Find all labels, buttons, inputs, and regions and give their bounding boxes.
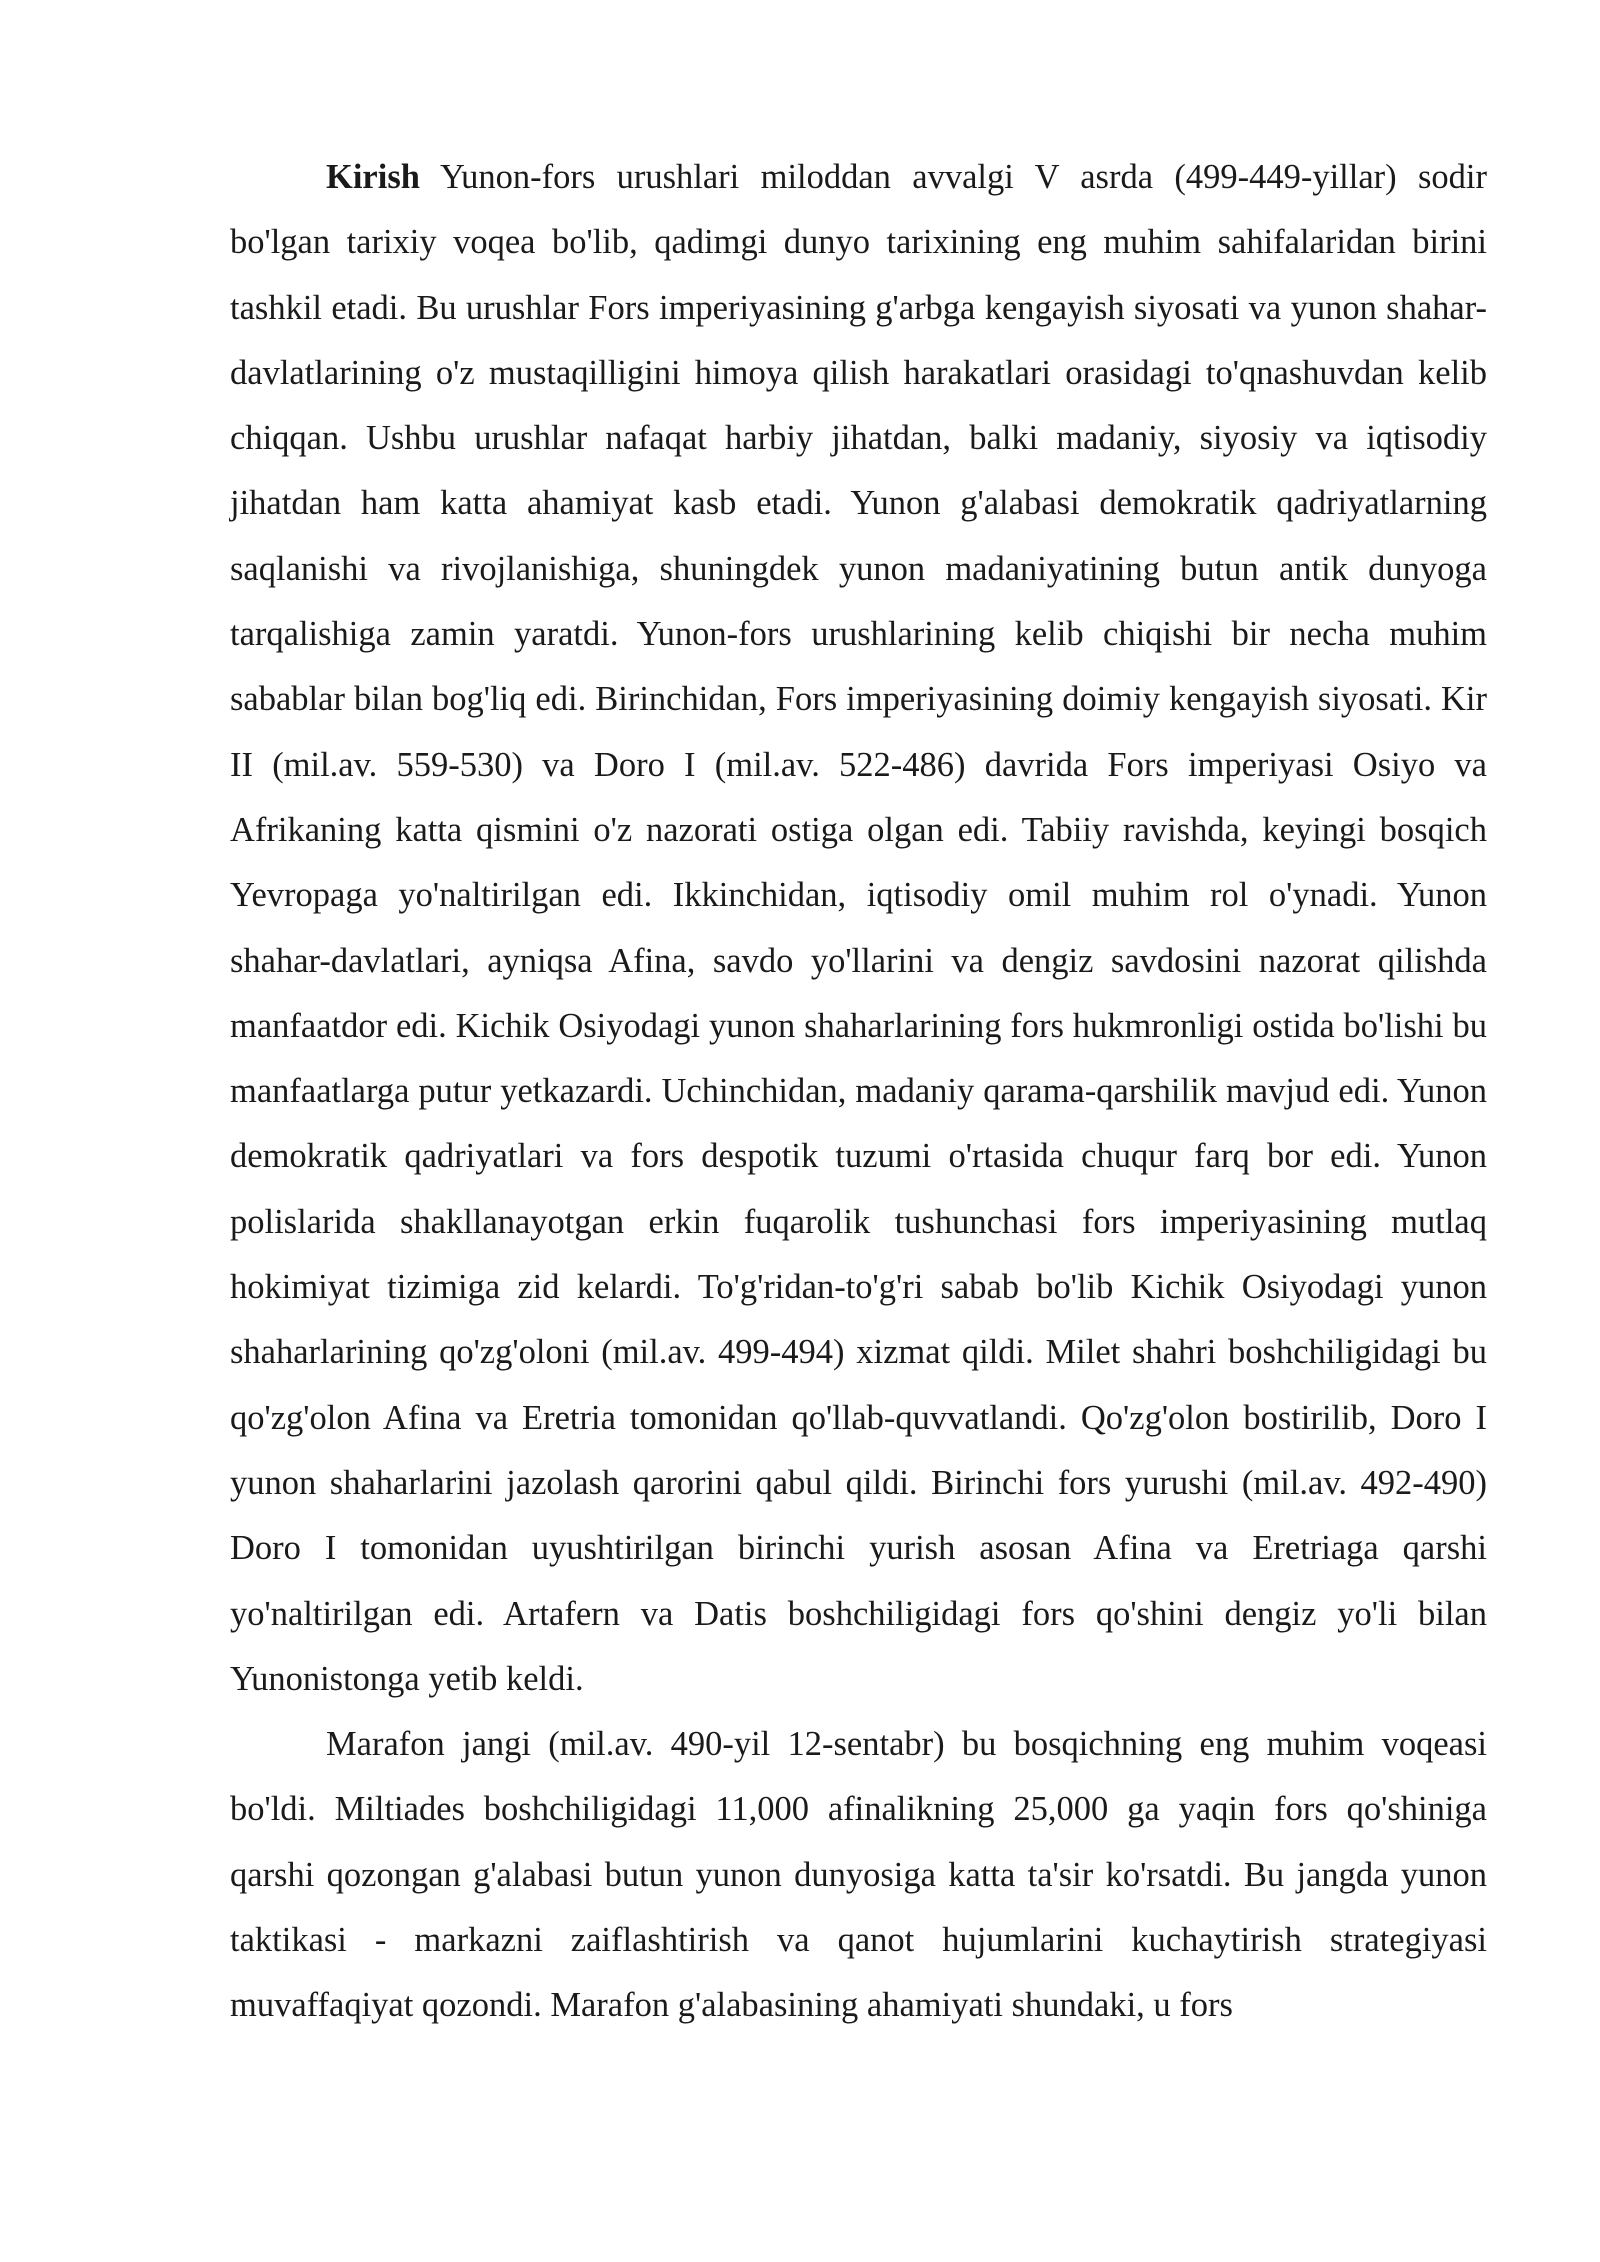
document-body — [230, 145, 1487, 2039]
paragraph-text: Yunon-fors urushlari miloddan avvalgi V asrda (499-449-yillar) sodir bo'lgan tarixiy voqea bo'lib, qadimgi dunyo tarixining eng muhim sahifalaridan birini tashkil etadi. Bu urushlar Fors imperiyasining g'arbga kengayish siyosati va yunon shahar-davlatlarining o'z mustaqilligini himoya qilish harakatlari orasidagi to'qnashuvdan kelib chiqqan. Ushbu urushlar nafaqat harbiy jihatdan, balki madaniy, siyosiy va iqtisodiy jihatdan ham katta ahamiyat kasb etadi. Yunon g'alabasi demokratik qadriyatlarning saqlanishi va rivojlanishiga, shuningdek yunon madaniyatining butun antik dunyoga tarqalishiga zamin yaratdi. Yunon-fors urushlarining kelib chiqishi bir necha muhim sabablar bilan bog'liq edi. Birinchidan, Fors imperiyasining doimiy kengayish siyosati. Kir II (mil.av. 559-530) va Doro I (mil.av. 522-486) davrida Fors imperiyasi Osiyo va Afrikaning katta qismini o'z nazorati ostiga olgan edi. Tabiiy ravishda, keyingi bosqich Yevropaga yo'naltirilgan edi. Ikkinchidan, iqtisodiy omil muhim rol o'ynadi. Yunon shahar-davlatlari, ayniqsa Afina, savdo yo'llarini va dengiz savdosini nazorat qilishda manfaatdor edi. Kichik Osiyodagi yunon shaharlarining fors hukmronligi ostida bo'lishi bu manfaatlarga putur yetkazardi. Uchinchidan, madaniy qarama-qarshilik mavjud edi. Yunon demokratik qadriyatlari va fors despotik tuzumi o'rtasida chuqur farq bor edi. Yunon polislarida shakllanayotgan erkin fuqarolik tushunchasi fors imperiyasining mutlaq hokimiyat tizimiga zid kelardi. To'g'ridan-to'g'ri sabab bo'lib Kichik Osiyodagi yunon shaharlarining qo'zg'oloni (mil.av. 499-494) xizmat qildi. Milet shahri boshchiligidagi bu qo'zg'olon Afina va Eretria tomonidan qo'llab-quvvatlandi. Qo'zg'olon bostirilib, Doro I yunon shaharlarini jazolash qarorini qabul qildi. Birinchi fors yurushi (mil.av. 492-490) Doro I tomonidan uyushtirilgan birinchi yurish asosan Afina va Eretriaga qarshi yo'naltirilgan edi. Artafern va Datis boshchiligidagi fors qo'shini dengiz yo'li bilan Yunonistonga yetib keldi. — [230, 158, 1487, 1698]
paragraph-marathon — [230, 1712, 1487, 2038]
paragraph-text: Marafon jangi (mil.av. 490-yil 12-sentabr) bu bosqichning eng muhim voqeasi bo'ldi. Miltiades boshchiligidagi 11,000 afinalikning 25,000 ga yaqin fors qo'shiniga qarshi qozongan g'alabasi butun yunon dunyosiga katta ta'sir ko'rsatdi. Bu jangda yunon taktikasi - markazni zaiflashtirish va qanot hujumlarini kuchaytirish strategiyasi muvaffaqiyat qozondi. Marafon g'alabasining ahamiyati shundaki, u fors — [230, 1725, 1487, 2025]
paragraph-intro — [230, 145, 1487, 1712]
paragraph-lead-heading: Kirish — [326, 158, 420, 196]
